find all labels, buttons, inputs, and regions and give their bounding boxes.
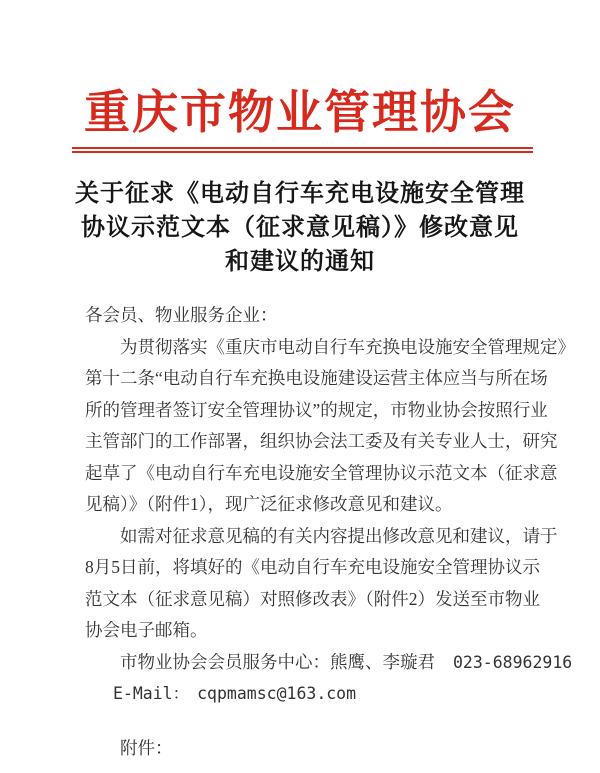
notice-title (0, 177, 600, 279)
notice-title-line-1: 关于征求《电动自行车充电设施安全管理 (75, 181, 525, 207)
email-line (85, 678, 525, 710)
contact-center-label: 市物业协会会员服务中心：熊鹰、李璇君 (120, 651, 435, 672)
notice-body (85, 300, 575, 764)
contact-line (85, 647, 573, 679)
notice-title-line-2: 协议示范文本（征求意见稿）》修改意见 (81, 215, 519, 241)
body-line: 主管部门的工作部署，组织协会法工委及有关专业人士，研究 (85, 431, 558, 451)
org-name-header: 重庆市物业管理协会 (84, 87, 516, 138)
body-line: 8月5日前，将填好的《电动自行车充电设施安全管理协议示 (85, 557, 540, 577)
header-double-rule (72, 147, 533, 153)
body-line: 见稿）》（附件1），现广泛征求修改意见和建议。 (85, 494, 453, 514)
body-line: 范文本（征求意见稿）对照修改表》（附件2）发送至市物业 (85, 588, 540, 609)
body-line: 起草了《电动自行车充电设施安全管理协议示范文本（征求意 (85, 462, 558, 483)
body-line: 协会电子邮箱。 (85, 620, 208, 640)
body-line: 为贯彻落实《重庆市电动自行车充换电设施安全管理规定》 (120, 336, 575, 357)
email-label: E-Mail： (113, 684, 190, 703)
body-line: 如需对征求意见稿的有关内容提出修改意见和建议，请于 (120, 525, 558, 546)
attachment-label: 附件： (120, 737, 173, 758)
body-line: 第十二条“电动自行车充换电设施建设运营主体应当与所在场 (85, 368, 548, 388)
email-address: cqpmamsc@163.com (197, 684, 357, 703)
contact-phone: 023-68962916 (453, 652, 573, 672)
body-line: 所的管理者签订安全管理协议”的规定，市物业协会按照行业 (85, 399, 548, 420)
body-paragraph-lines (85, 300, 575, 647)
body-line: 各会员、物业服务企业： (85, 305, 278, 325)
notice-title-line-3: 和建议的通知 (225, 249, 375, 275)
